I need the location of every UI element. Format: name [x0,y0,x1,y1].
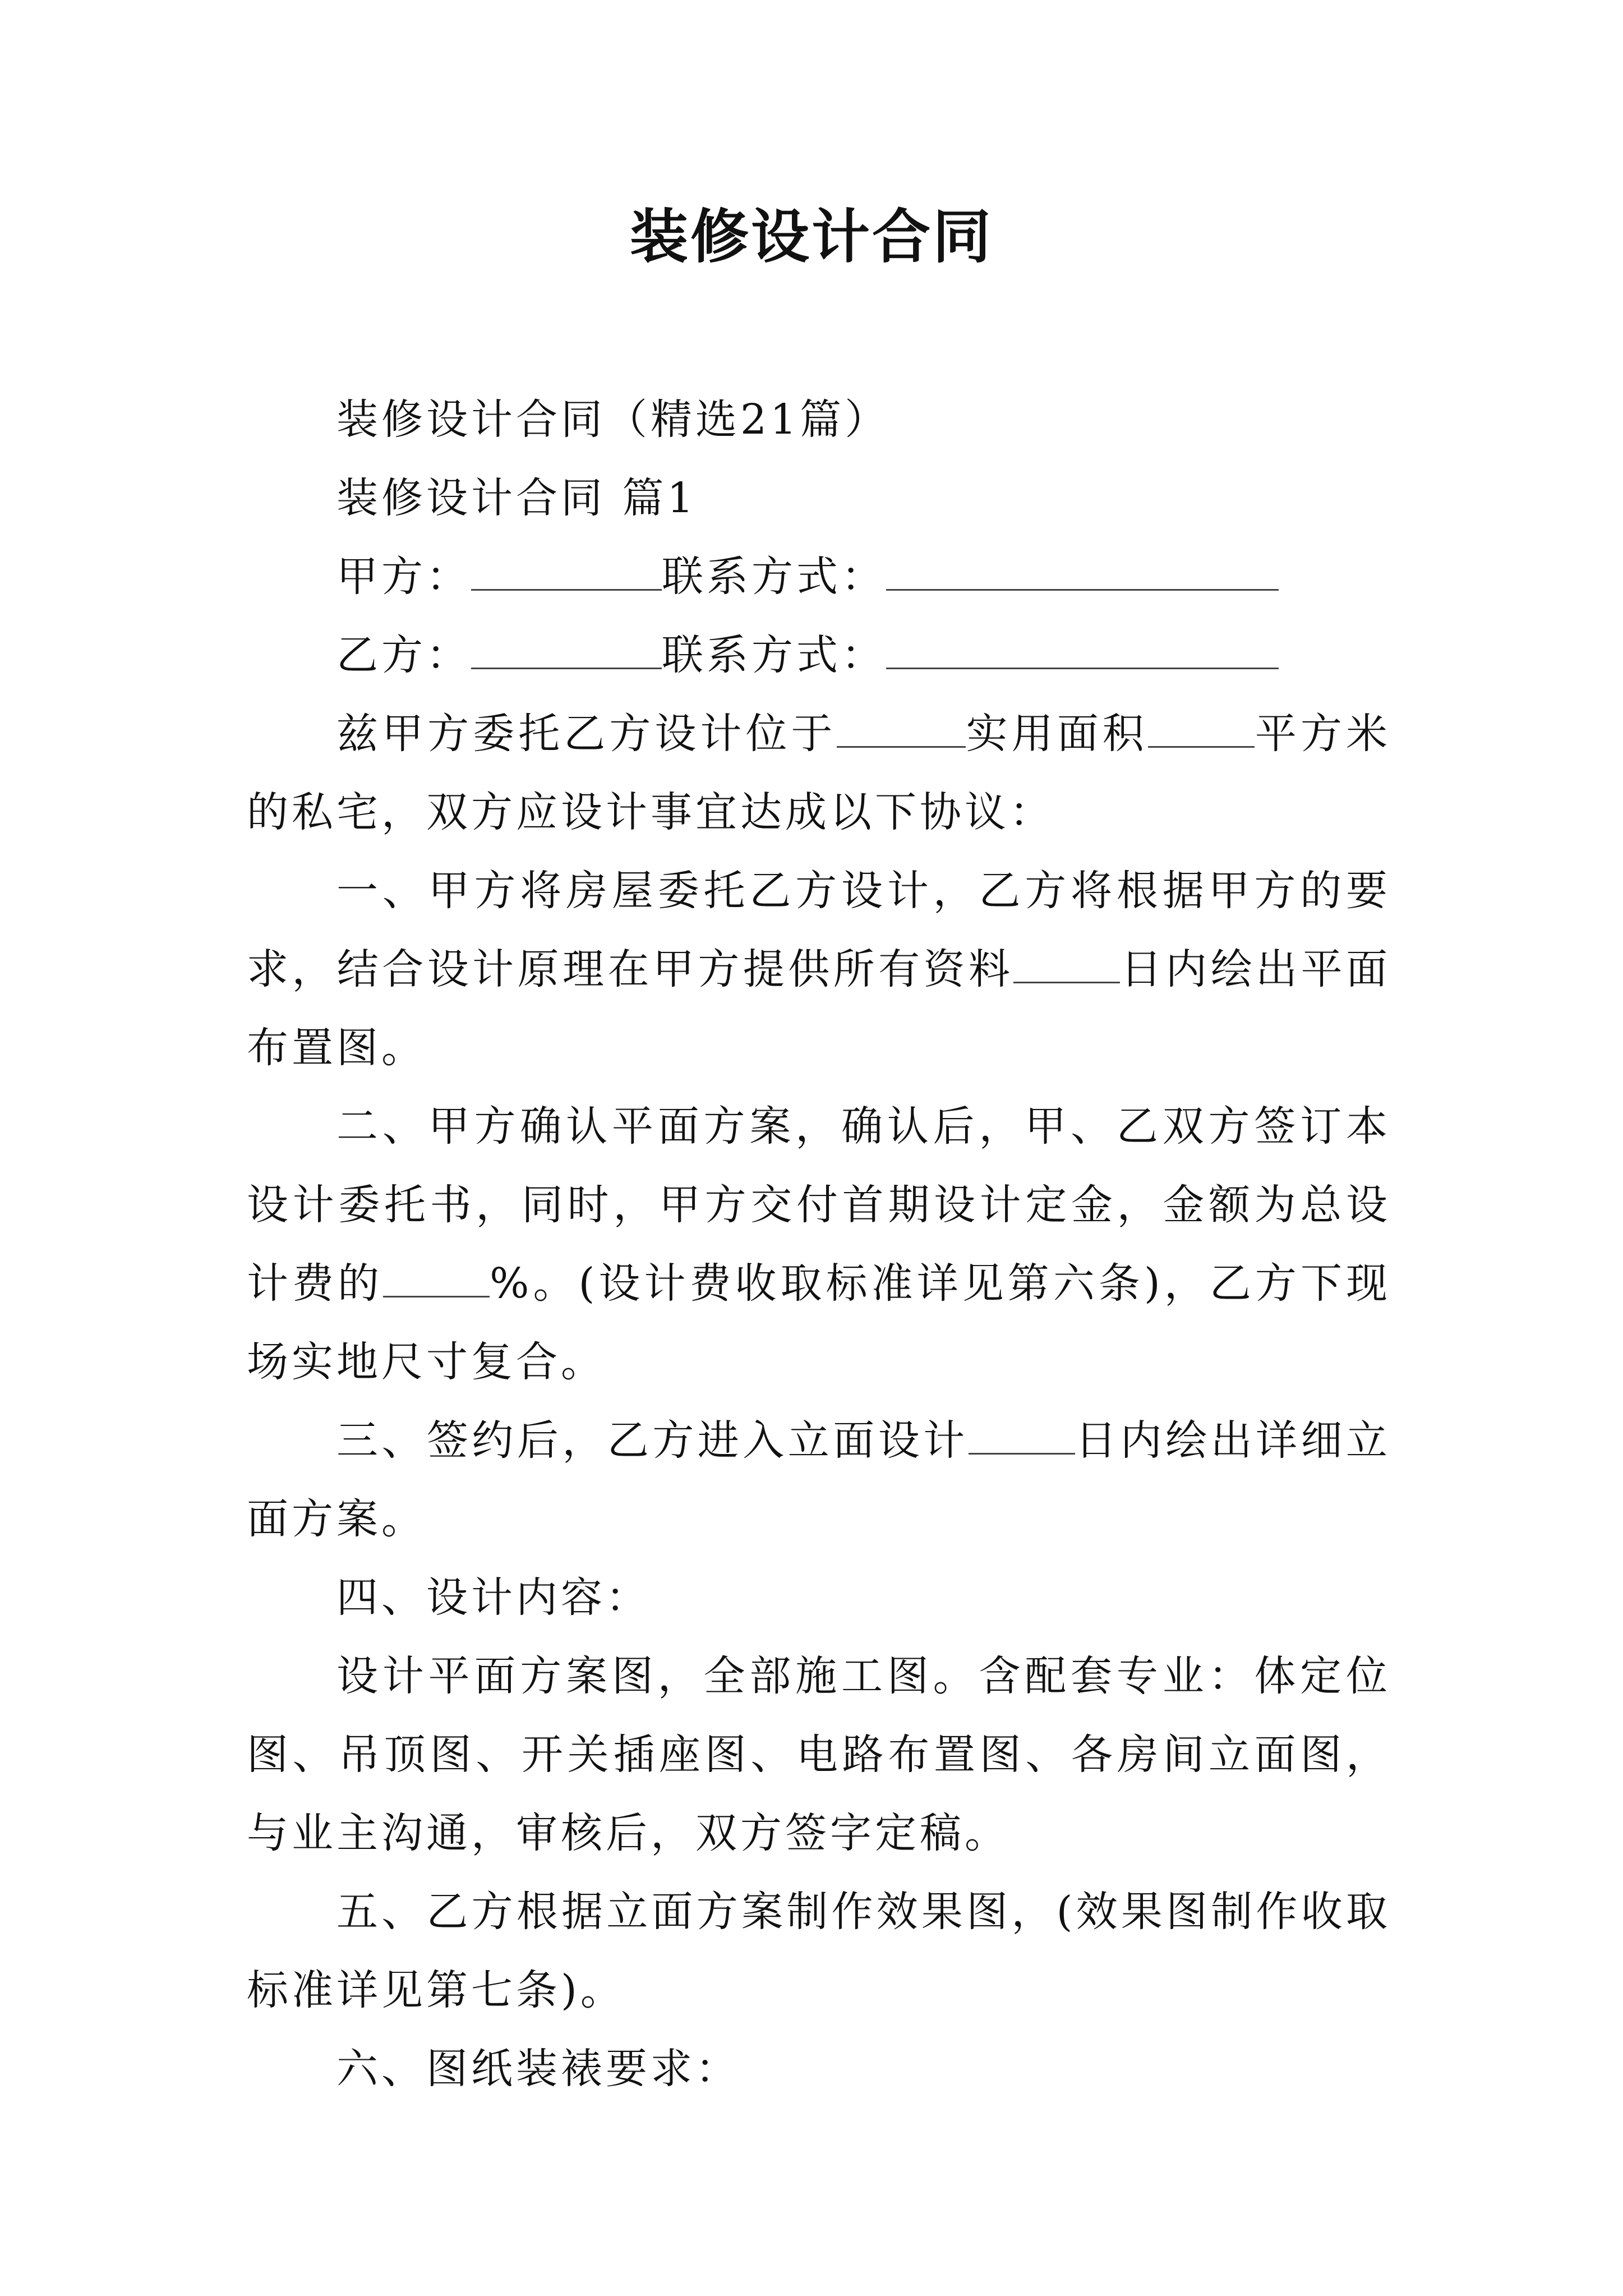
clause-2-text-2: %。(设计费收取标准详见第六条)，乙方下现场实地尺寸复合。 [247,1259,1391,1386]
document-body [247,380,1391,2108]
clause-2 [247,1087,1391,1401]
intro-paragraph [247,694,1391,852]
section-heading: 装修设计合同 篇1 [336,474,697,522]
party-b-label: 乙方： [336,631,471,679]
document-subtitle: 装修设计合同（精选21篇） [336,395,890,444]
clause-1-text-2: 日内绘出平面布置图。 [247,945,1391,1072]
party-a-contact-blank [886,547,1279,591]
party-b-name-blank [471,626,662,669]
clause-1 [247,852,1391,1087]
clause-3 [247,1401,1391,1558]
clause-1-text-1: 一、甲方将房屋委托乙方设计，乙方将根据甲方的要求，结合设计原理在甲方提供所有资料 [247,867,1391,993]
clause-6-heading: 六、图纸装裱要求： [336,2045,740,2093]
intro-text-2: 实用面积 [965,710,1148,758]
area-blank [1148,705,1255,748]
party-a-contact-label: 联系方式： [662,553,886,601]
clause-3-days-blank [969,1411,1075,1455]
clause-4-heading: 四、设计内容： [336,1573,651,1622]
party-b-contact-blank [886,626,1279,669]
clause-2-text-1: 二、甲方确认平面方案，确认后，甲、乙双方签订本设计委托书，同时，甲方交付首期设计定金，金额为总设计费的 [247,1102,1391,1308]
clause-2-percent-blank [383,1254,490,1297]
document-title: 装修设计合同 [629,203,993,271]
intro-text-1: 兹甲方委托乙方设计位于 [336,710,837,758]
clause-5: 五、乙方根据立面方案制作效果图，(效果图制作收取标准详见第七条)。 [247,1888,1391,2014]
clause-1-days-blank [1013,940,1120,983]
clause-4-body: 设计平面方案图，全部施工图。含配套专业：体定位图、吊顶图、开关插座图、电路布置图、各房间立面图，与业主沟通，审核后，双方签字定稿。 [247,1652,1391,1857]
party-b-contact-label: 联系方式： [662,631,886,679]
party-b-line [247,616,1391,694]
intro-text-3: 平方米的私宅，双方应设计事宜达成以下协议： [247,710,1391,836]
party-a-line [247,537,1391,616]
location-blank [837,705,966,748]
party-a-label: 甲方： [336,553,471,601]
party-a-name-blank [471,547,662,591]
clause-3-text-2: 日内绘出详细立面方案。 [247,1416,1391,1543]
clause-3-text-1: 三、签约后，乙方进入立面设计 [336,1416,969,1465]
